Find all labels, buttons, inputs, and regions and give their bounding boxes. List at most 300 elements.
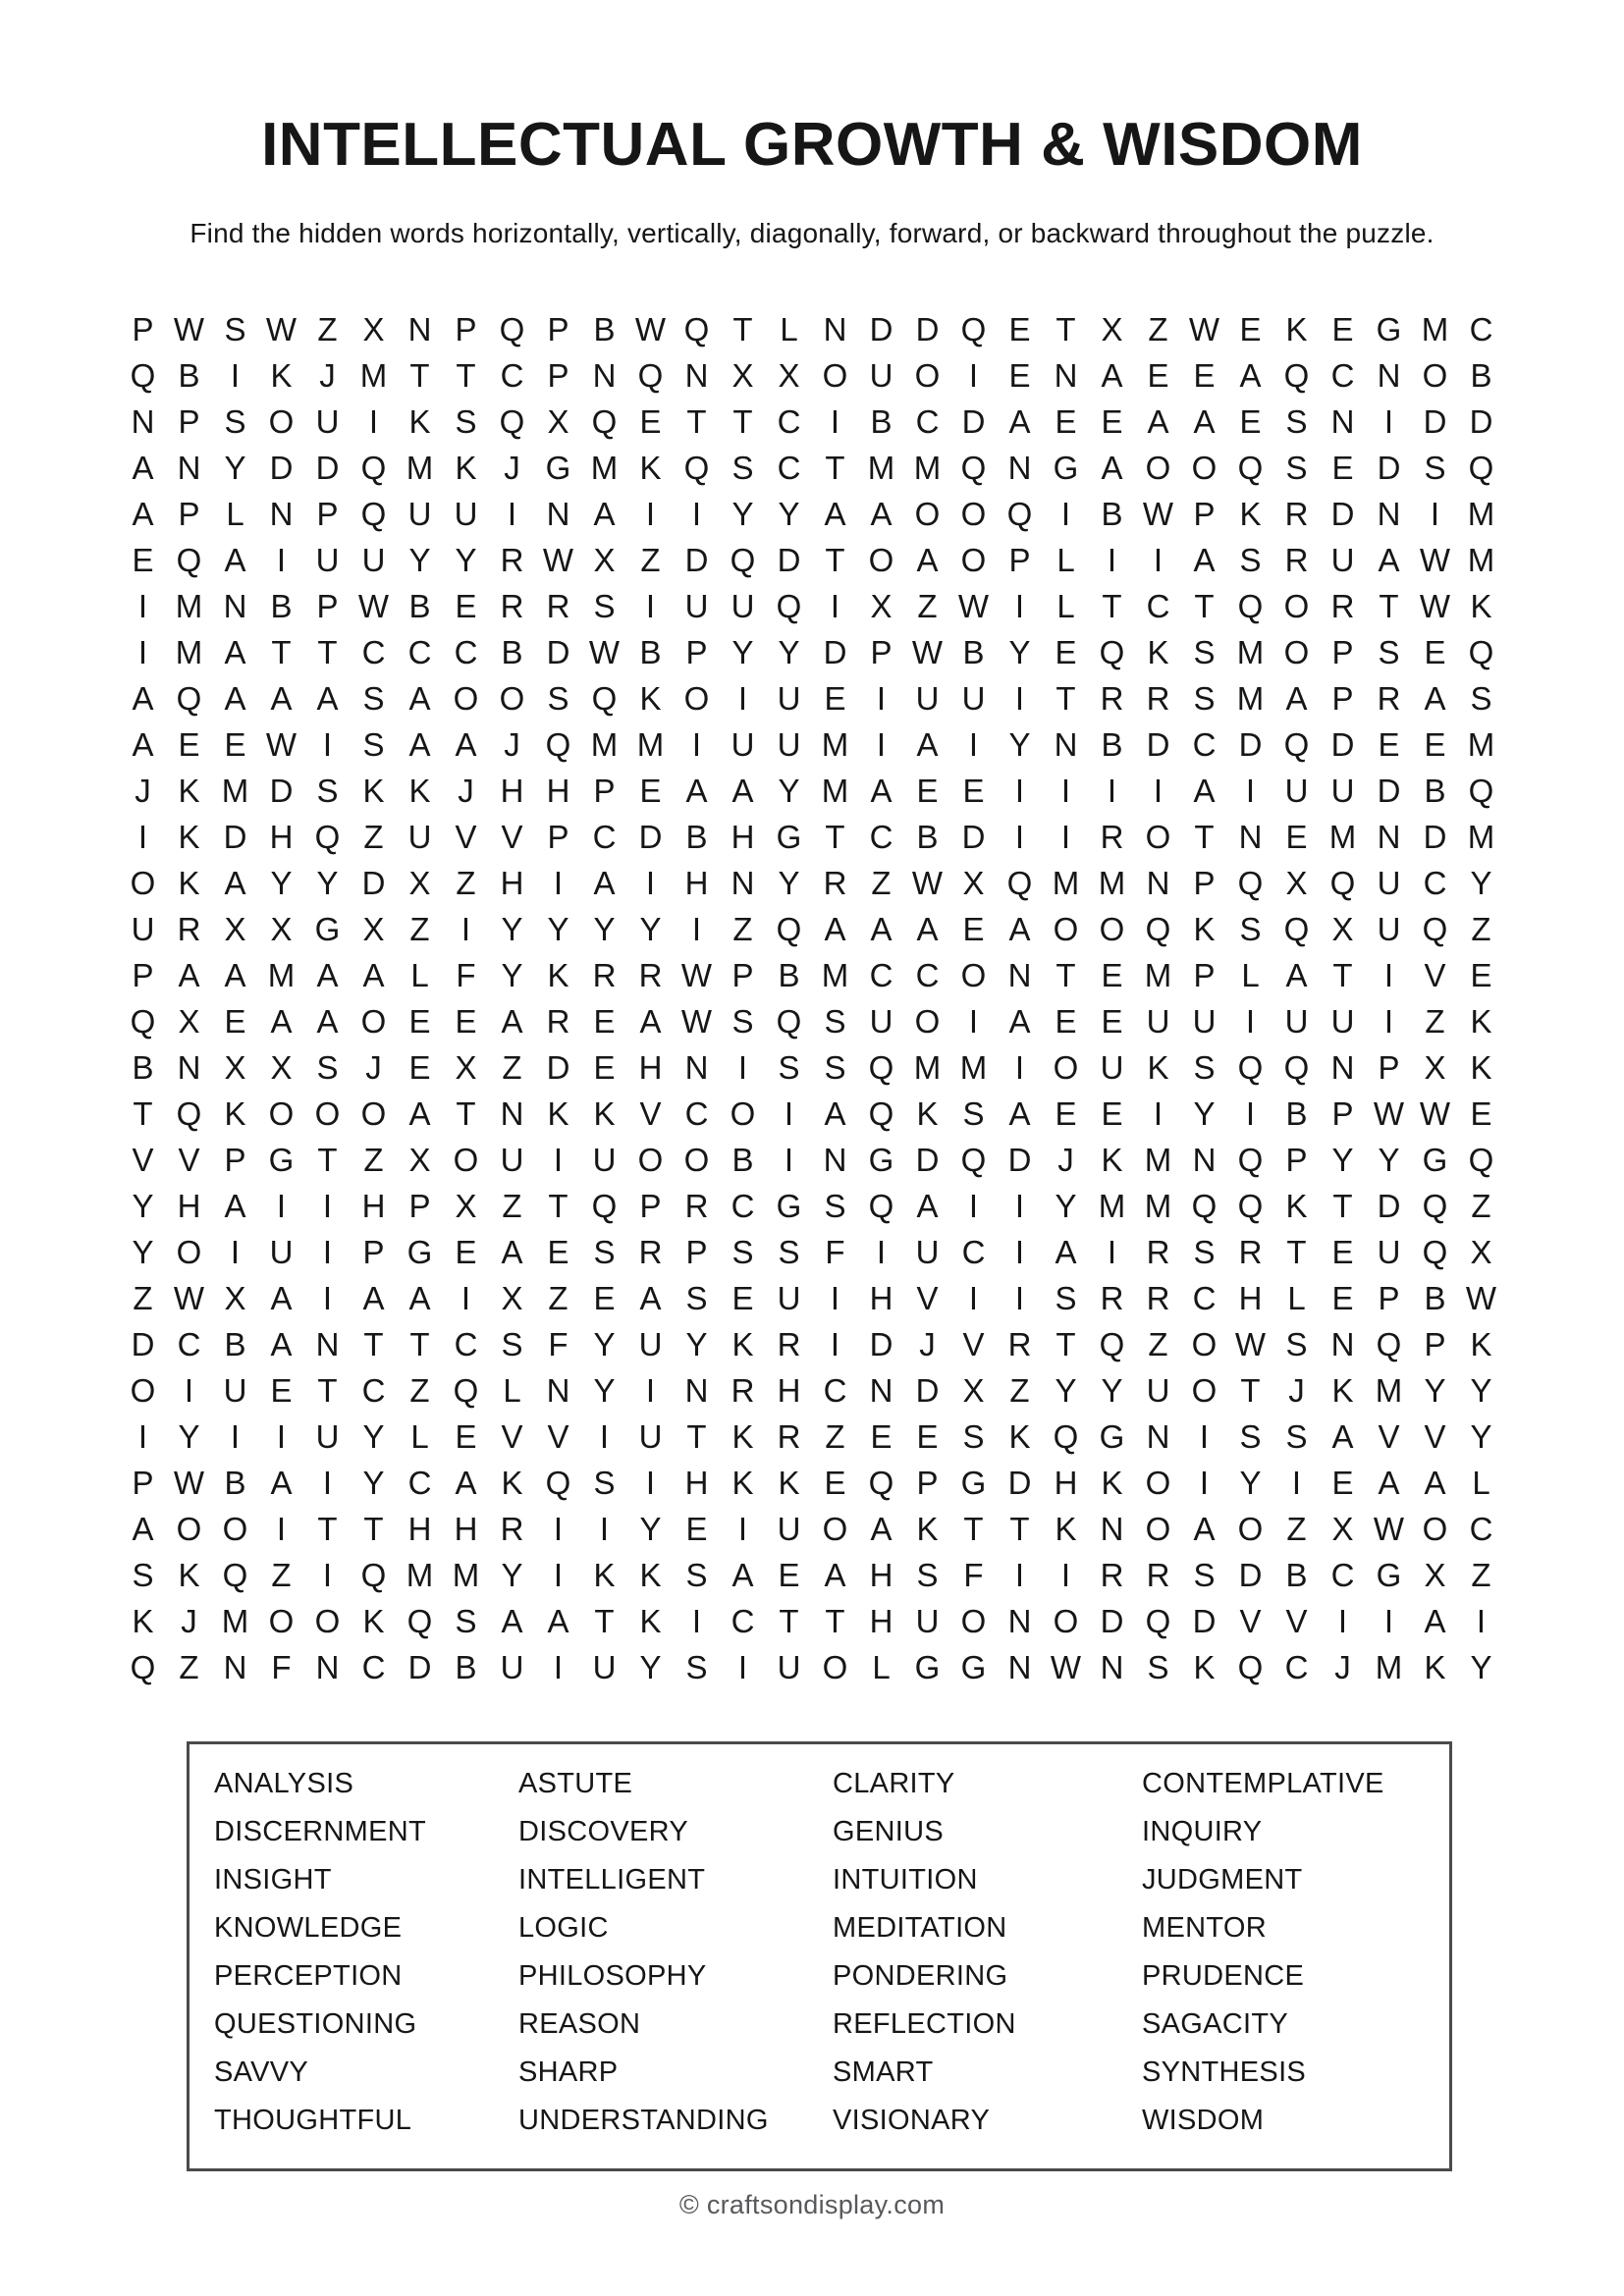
grid-cell: W bbox=[1465, 1280, 1497, 1316]
grid-cell: Y bbox=[1378, 1142, 1400, 1178]
grid-cell: Y bbox=[132, 1188, 154, 1224]
grid-cell: M bbox=[821, 726, 849, 763]
grid-cell: O bbox=[914, 496, 941, 532]
grid-cell: Q bbox=[130, 1003, 156, 1040]
grid-cell: R bbox=[177, 911, 201, 947]
grid-cell: Y bbox=[408, 542, 431, 578]
grid-cell: E bbox=[1424, 634, 1446, 670]
grid-cell: Z bbox=[456, 865, 476, 901]
grid-cell: M bbox=[1144, 957, 1172, 993]
grid-cell: S bbox=[593, 1234, 616, 1270]
grid-cell: P bbox=[916, 1465, 939, 1501]
grid-cell: Q bbox=[868, 1095, 894, 1132]
grid-cell: N bbox=[177, 1049, 201, 1086]
word-list-item: PHILOSOPHY bbox=[518, 1960, 707, 1992]
grid-cell: I bbox=[322, 726, 333, 763]
grid-cell: P bbox=[224, 1142, 246, 1178]
grid-cell: A bbox=[1008, 1003, 1031, 1040]
grid-cell: Z bbox=[1009, 1372, 1030, 1409]
grid-cell: L bbox=[780, 311, 798, 347]
grid-cell: Y bbox=[316, 865, 339, 901]
grid-cell: E bbox=[962, 911, 985, 947]
grid-cell: E bbox=[1239, 403, 1262, 440]
grid-cell: L bbox=[503, 1372, 521, 1409]
grid-cell: M bbox=[1328, 819, 1357, 855]
grid-cell: Z bbox=[732, 911, 753, 947]
grid-cell: I bbox=[599, 1511, 610, 1547]
grid-cell: O bbox=[1237, 1511, 1264, 1547]
grid-cell: I bbox=[322, 1465, 333, 1501]
grid-cell: D bbox=[361, 865, 386, 901]
grid-cell: O bbox=[637, 1142, 664, 1178]
grid-cell: C bbox=[915, 403, 940, 440]
grid-cell: A bbox=[224, 680, 246, 717]
grid-cell: I bbox=[137, 634, 148, 670]
grid-cell: S bbox=[1193, 634, 1216, 670]
grid-cell: Q bbox=[1099, 634, 1125, 670]
grid-cell: N bbox=[1330, 403, 1355, 440]
grid-cell: Q bbox=[591, 1188, 618, 1224]
grid-cell: T bbox=[1332, 1188, 1353, 1224]
grid-cell: I bbox=[1383, 403, 1394, 440]
grid-cell: H bbox=[454, 1511, 478, 1547]
grid-cell: B bbox=[870, 403, 893, 440]
grid-cell: D bbox=[961, 403, 986, 440]
grid-cell: S bbox=[824, 1188, 846, 1224]
grid-cell: M bbox=[1375, 1649, 1403, 1685]
grid-cell: Q bbox=[176, 680, 202, 717]
grid-cell: Z bbox=[1471, 1557, 1491, 1593]
grid-cell: I bbox=[876, 680, 887, 717]
grid-cell: Y bbox=[224, 450, 246, 486]
grid-cell: Q bbox=[499, 403, 525, 440]
grid-cell: P bbox=[178, 496, 200, 532]
grid-cell: N bbox=[1146, 865, 1170, 901]
grid-cell: A bbox=[316, 680, 339, 717]
grid-cell: E bbox=[1101, 1003, 1123, 1040]
grid-cell: D bbox=[1423, 819, 1447, 855]
grid-cell: O bbox=[1053, 1049, 1079, 1086]
grid-cell: P bbox=[455, 311, 477, 347]
grid-cell: I bbox=[830, 1326, 840, 1362]
grid-cell: D bbox=[1377, 773, 1401, 809]
grid-cell: Y bbox=[1470, 1372, 1492, 1409]
word-list-item: QUESTIONING bbox=[214, 2008, 417, 2040]
grid-cell: D bbox=[1192, 1603, 1217, 1639]
grid-cell: I bbox=[1014, 680, 1025, 717]
grid-cell: Q bbox=[1468, 773, 1494, 809]
word-list-item: PONDERING bbox=[833, 1960, 1008, 1992]
grid-cell: R bbox=[777, 1326, 801, 1362]
grid-cell: J bbox=[365, 1049, 382, 1086]
grid-cell: U bbox=[777, 1280, 801, 1316]
grid-cell: Z bbox=[409, 911, 430, 947]
page-title: INTELLECTUAL GROWTH & WISDOM bbox=[261, 111, 1363, 179]
grid-cell: Y bbox=[593, 911, 616, 947]
grid-cell: A bbox=[408, 1280, 431, 1316]
grid-cell: M bbox=[913, 1049, 942, 1086]
word-list-item: PRUDENCE bbox=[1142, 1960, 1305, 1992]
grid-cell: K bbox=[362, 1603, 385, 1639]
grid-cell: Q bbox=[1237, 450, 1264, 486]
grid-cell: C bbox=[823, 1372, 847, 1409]
grid-cell: G bbox=[776, 819, 802, 855]
grid-cell: A bbox=[916, 1188, 939, 1224]
grid-cell: K bbox=[1285, 311, 1308, 347]
grid-cell: D bbox=[546, 1049, 570, 1086]
grid-cell: K bbox=[639, 680, 662, 717]
grid-cell: K bbox=[132, 1603, 154, 1639]
grid-cell: I bbox=[1014, 1049, 1025, 1086]
grid-cell: V bbox=[501, 1418, 523, 1455]
grid-cell: M bbox=[1144, 1188, 1172, 1224]
grid-cell: U bbox=[500, 1142, 524, 1178]
grid-cell: I bbox=[1291, 1465, 1302, 1501]
grid-cell: F bbox=[271, 1649, 292, 1685]
grid-cell: E bbox=[408, 1003, 431, 1040]
grid-cell: A bbox=[916, 726, 939, 763]
grid-cell: M bbox=[406, 450, 434, 486]
grid-cell: T bbox=[548, 1188, 568, 1224]
grid-cell: K bbox=[408, 403, 431, 440]
grid-cell: B bbox=[962, 634, 985, 670]
grid-cell: A bbox=[1101, 450, 1123, 486]
grid-cell: C bbox=[915, 957, 940, 993]
grid-cell: Z bbox=[1148, 1326, 1168, 1362]
grid-cell: C bbox=[777, 450, 801, 486]
grid-cell: C bbox=[869, 957, 893, 993]
grid-cell: K bbox=[1424, 1649, 1446, 1685]
grid-cell: B bbox=[178, 357, 200, 394]
grid-cell: A bbox=[593, 496, 616, 532]
grid-cell: N bbox=[592, 357, 617, 394]
grid-cell: Y bbox=[685, 1326, 708, 1362]
grid-cell: Q bbox=[776, 1003, 802, 1040]
grid-cell: S bbox=[731, 1234, 754, 1270]
grid-cell: Z bbox=[1148, 311, 1168, 347]
grid-cell: Q bbox=[1422, 911, 1448, 947]
grid-cell: B bbox=[408, 588, 431, 624]
grid-cell: W bbox=[1050, 1649, 1082, 1685]
grid-cell: G bbox=[545, 450, 571, 486]
grid-cell: K bbox=[639, 1557, 662, 1593]
grid-cell: O bbox=[960, 496, 987, 532]
grid-cell: T bbox=[732, 311, 753, 347]
grid-cell: I bbox=[1153, 773, 1164, 809]
grid-cell: T bbox=[825, 819, 845, 855]
grid-cell: U bbox=[638, 1418, 663, 1455]
grid-cell: S bbox=[362, 680, 385, 717]
grid-cell: U bbox=[454, 496, 478, 532]
grid-cell: K bbox=[178, 1557, 200, 1593]
grid-cell: X bbox=[1424, 1049, 1446, 1086]
grid-cell: Q bbox=[1468, 1142, 1494, 1178]
grid-cell: E bbox=[1055, 634, 1077, 670]
grid-cell: E bbox=[1331, 1280, 1354, 1316]
grid-cell: K bbox=[178, 865, 200, 901]
grid-cell: G bbox=[268, 1142, 295, 1178]
grid-cell: T bbox=[1194, 588, 1215, 624]
grid-cell: B bbox=[685, 819, 708, 855]
grid-cell: I bbox=[230, 357, 241, 394]
grid-cell: P bbox=[1008, 542, 1031, 578]
grid-cell: O bbox=[360, 1003, 387, 1040]
grid-cell: E bbox=[1008, 357, 1031, 394]
grid-cell: E bbox=[455, 588, 477, 624]
word-list-item: DISCERNMENT bbox=[214, 1816, 426, 1847]
grid-cell: Q bbox=[1099, 1326, 1125, 1362]
grid-cell: T bbox=[594, 1603, 615, 1639]
grid-cell: N bbox=[1007, 450, 1032, 486]
grid-cell: H bbox=[638, 1049, 663, 1086]
grid-cell: Q bbox=[1422, 1234, 1448, 1270]
grid-cell: S bbox=[132, 1557, 154, 1593]
grid-cell: E bbox=[1378, 726, 1400, 763]
grid-cell: U bbox=[961, 680, 986, 717]
grid-cell: N bbox=[1330, 1049, 1355, 1086]
grid-cell: M bbox=[175, 588, 203, 624]
word-list-item: SAGACITY bbox=[1142, 2008, 1289, 2040]
grid-cell: Y bbox=[270, 865, 293, 901]
grid-cell: Z bbox=[502, 1188, 522, 1224]
grid-cell: R bbox=[1146, 1557, 1170, 1593]
grid-cell: A bbox=[501, 1234, 523, 1270]
grid-cell: D bbox=[1377, 1188, 1401, 1224]
grid-cell: N bbox=[1054, 726, 1078, 763]
grid-cell: Q bbox=[1329, 865, 1356, 901]
grid-cell: G bbox=[868, 1142, 894, 1178]
grid-cell: R bbox=[684, 1188, 709, 1224]
grid-cell: D bbox=[1330, 496, 1355, 532]
grid-cell: Y bbox=[1331, 1142, 1354, 1178]
grid-cell: A bbox=[1424, 680, 1446, 717]
grid-cell: D bbox=[1238, 1557, 1263, 1593]
grid-cell: V bbox=[1239, 1603, 1262, 1639]
grid-cell: P bbox=[685, 634, 708, 670]
grid-cell: I bbox=[553, 1142, 564, 1178]
grid-cell: D bbox=[269, 450, 294, 486]
grid-cell: Y bbox=[1424, 1372, 1446, 1409]
grid-cell: X bbox=[962, 865, 985, 901]
grid-cell: I bbox=[1014, 588, 1025, 624]
grid-cell: O bbox=[1053, 1603, 1079, 1639]
grid-cell: Q bbox=[1237, 588, 1264, 624]
grid-cell: Z bbox=[1286, 1511, 1307, 1547]
grid-cell: H bbox=[177, 1188, 201, 1224]
grid-cell: I bbox=[968, 1188, 979, 1224]
grid-cell: S bbox=[1378, 634, 1400, 670]
grid-cell: A bbox=[824, 496, 846, 532]
grid-cell: I bbox=[1430, 496, 1440, 532]
grid-cell: I bbox=[737, 1511, 748, 1547]
grid-cell: K bbox=[1008, 1418, 1031, 1455]
grid-cell: N bbox=[223, 1649, 247, 1685]
grid-cell: M bbox=[175, 634, 203, 670]
grid-cell: X bbox=[178, 1003, 200, 1040]
grid-cell: P bbox=[408, 1188, 431, 1224]
grid-cell: D bbox=[869, 1326, 893, 1362]
grid-cell: A bbox=[731, 773, 754, 809]
grid-cell: K bbox=[178, 819, 200, 855]
grid-cell: Q bbox=[1053, 1418, 1079, 1455]
grid-cell: T bbox=[686, 403, 707, 440]
grid-cell: M bbox=[359, 357, 388, 394]
grid-cell: U bbox=[777, 726, 801, 763]
grid-cell: P bbox=[547, 357, 569, 394]
grid-cell: Y bbox=[501, 911, 523, 947]
grid-cell: O bbox=[1191, 450, 1218, 486]
grid-cell: W bbox=[911, 865, 944, 901]
grid-cell: I bbox=[1383, 1003, 1394, 1040]
grid-cell: U bbox=[731, 726, 755, 763]
grid-cell: M bbox=[452, 1557, 480, 1593]
grid-cell: D bbox=[1423, 403, 1447, 440]
grid-cell: J bbox=[458, 773, 474, 809]
grid-cell: Y bbox=[1470, 1418, 1492, 1455]
grid-cell: D bbox=[223, 819, 247, 855]
grid-cell: B bbox=[1424, 1280, 1446, 1316]
grid-cell: E bbox=[1055, 1003, 1077, 1040]
grid-cell: J bbox=[919, 1326, 936, 1362]
grid-cell: X bbox=[408, 1142, 431, 1178]
grid-cell: U bbox=[777, 1511, 801, 1547]
grid-cell: M bbox=[1467, 542, 1495, 578]
grid-cell: A bbox=[270, 680, 293, 717]
grid-cell: A bbox=[639, 1280, 662, 1316]
grid-cell: S bbox=[593, 588, 616, 624]
grid-cell: X bbox=[224, 1280, 246, 1316]
grid-cell: P bbox=[731, 957, 754, 993]
grid-cell: I bbox=[737, 1049, 748, 1086]
letter-grid bbox=[120, 306, 1504, 1690]
grid-cell: I bbox=[1107, 773, 1117, 809]
grid-cell: I bbox=[599, 1418, 610, 1455]
grid-cell: I bbox=[1245, 773, 1256, 809]
grid-cell: A bbox=[362, 1280, 385, 1316]
grid-cell: B bbox=[455, 1649, 477, 1685]
grid-cell: I bbox=[1153, 1095, 1164, 1132]
grid-cell: I bbox=[137, 588, 148, 624]
grid-cell: S bbox=[593, 1465, 616, 1501]
grid-cell: R bbox=[1146, 1280, 1170, 1316]
grid-cell: K bbox=[1470, 588, 1492, 624]
word-list-item: ASTUTE bbox=[518, 1768, 633, 1799]
grid-cell: I bbox=[1383, 1603, 1394, 1639]
grid-cell: G bbox=[406, 1234, 433, 1270]
grid-cell: E bbox=[731, 1280, 754, 1316]
grid-cell: A bbox=[270, 1465, 293, 1501]
grid-cell: S bbox=[224, 403, 246, 440]
grid-cell: Y bbox=[547, 911, 569, 947]
grid-cell: N bbox=[1192, 1142, 1217, 1178]
grid-cell: A bbox=[270, 1280, 293, 1316]
grid-cell: C bbox=[731, 1188, 755, 1224]
grid-cell: P bbox=[362, 1234, 385, 1270]
grid-cell: O bbox=[1145, 819, 1171, 855]
grid-cell: N bbox=[1007, 1603, 1032, 1639]
grid-cell: G bbox=[914, 1649, 941, 1685]
grid-cell: I bbox=[784, 1142, 794, 1178]
grid-cell: Y bbox=[639, 911, 662, 947]
grid-cell: O bbox=[360, 1095, 387, 1132]
word-list-item: VISIONARY bbox=[833, 2105, 991, 2136]
grid-cell: A bbox=[1424, 1465, 1446, 1501]
grid-cell: D bbox=[1238, 726, 1263, 763]
grid-cell: I bbox=[968, 1003, 979, 1040]
grid-cell: L bbox=[872, 1649, 891, 1685]
grid-cell: O bbox=[1145, 1511, 1171, 1547]
grid-cell: U bbox=[1377, 911, 1401, 947]
grid-cell: E bbox=[639, 773, 662, 809]
grid-cell: C bbox=[1192, 726, 1217, 763]
grid-cell: X bbox=[778, 357, 800, 394]
grid-cell: V bbox=[1378, 1418, 1400, 1455]
grid-cell: O bbox=[1191, 1372, 1218, 1409]
grid-cell: I bbox=[784, 1095, 794, 1132]
grid-cell: M bbox=[1144, 1142, 1172, 1178]
grid-cell: I bbox=[137, 1418, 148, 1455]
grid-cell: I bbox=[553, 1649, 564, 1685]
grid-cell: Q bbox=[360, 450, 387, 486]
grid-cell: I bbox=[1014, 773, 1025, 809]
grid-cell: B bbox=[731, 1142, 754, 1178]
grid-cell: Q bbox=[453, 1372, 479, 1409]
grid-cell: N bbox=[1377, 357, 1401, 394]
grid-cell: T bbox=[686, 1418, 707, 1455]
grid-cell: I bbox=[830, 1280, 840, 1316]
grid-cell: I bbox=[1060, 496, 1071, 532]
grid-cell: L bbox=[1472, 1465, 1490, 1501]
grid-cell: S bbox=[1193, 1557, 1216, 1593]
grid-cell: L bbox=[1056, 542, 1075, 578]
grid-cell: I bbox=[645, 496, 656, 532]
grid-cell: I bbox=[691, 911, 702, 947]
grid-cell: R bbox=[500, 1511, 524, 1547]
grid-cell: B bbox=[501, 634, 523, 670]
grid-cell: D bbox=[1146, 726, 1170, 763]
grid-cell: Q bbox=[222, 1557, 248, 1593]
grid-cell: N bbox=[1100, 1511, 1124, 1547]
grid-cell: K bbox=[1470, 1326, 1492, 1362]
grid-cell: N bbox=[500, 1095, 524, 1132]
grid-cell: L bbox=[1056, 588, 1075, 624]
grid-cell: N bbox=[684, 357, 709, 394]
grid-cell: I bbox=[553, 1511, 564, 1547]
grid-cell: C bbox=[1146, 588, 1170, 624]
grid-cell: K bbox=[362, 773, 385, 809]
grid-cell: D bbox=[1007, 1465, 1032, 1501]
grid-cell: O bbox=[1145, 1465, 1171, 1501]
grid-cell: P bbox=[1331, 680, 1354, 717]
grid-cell: Q bbox=[591, 403, 618, 440]
grid-cell: Q bbox=[1237, 1049, 1264, 1086]
grid-cell: O bbox=[130, 1372, 156, 1409]
grid-cell: S bbox=[1055, 1280, 1077, 1316]
grid-cell: K bbox=[408, 773, 431, 809]
grid-cell: C bbox=[1330, 357, 1355, 394]
grid-cell: I bbox=[230, 1234, 241, 1270]
grid-cell: T bbox=[1056, 957, 1076, 993]
grid-cell: J bbox=[135, 773, 151, 809]
grid-cell: E bbox=[639, 403, 662, 440]
grid-cell: R bbox=[1238, 1234, 1263, 1270]
grid-cell: I bbox=[322, 1280, 333, 1316]
grid-cell: W bbox=[680, 1003, 713, 1040]
grid-cell: A bbox=[132, 726, 154, 763]
grid-cell: Y bbox=[639, 1649, 662, 1685]
grid-cell: A bbox=[455, 1465, 477, 1501]
grid-cell: I bbox=[876, 1234, 887, 1270]
